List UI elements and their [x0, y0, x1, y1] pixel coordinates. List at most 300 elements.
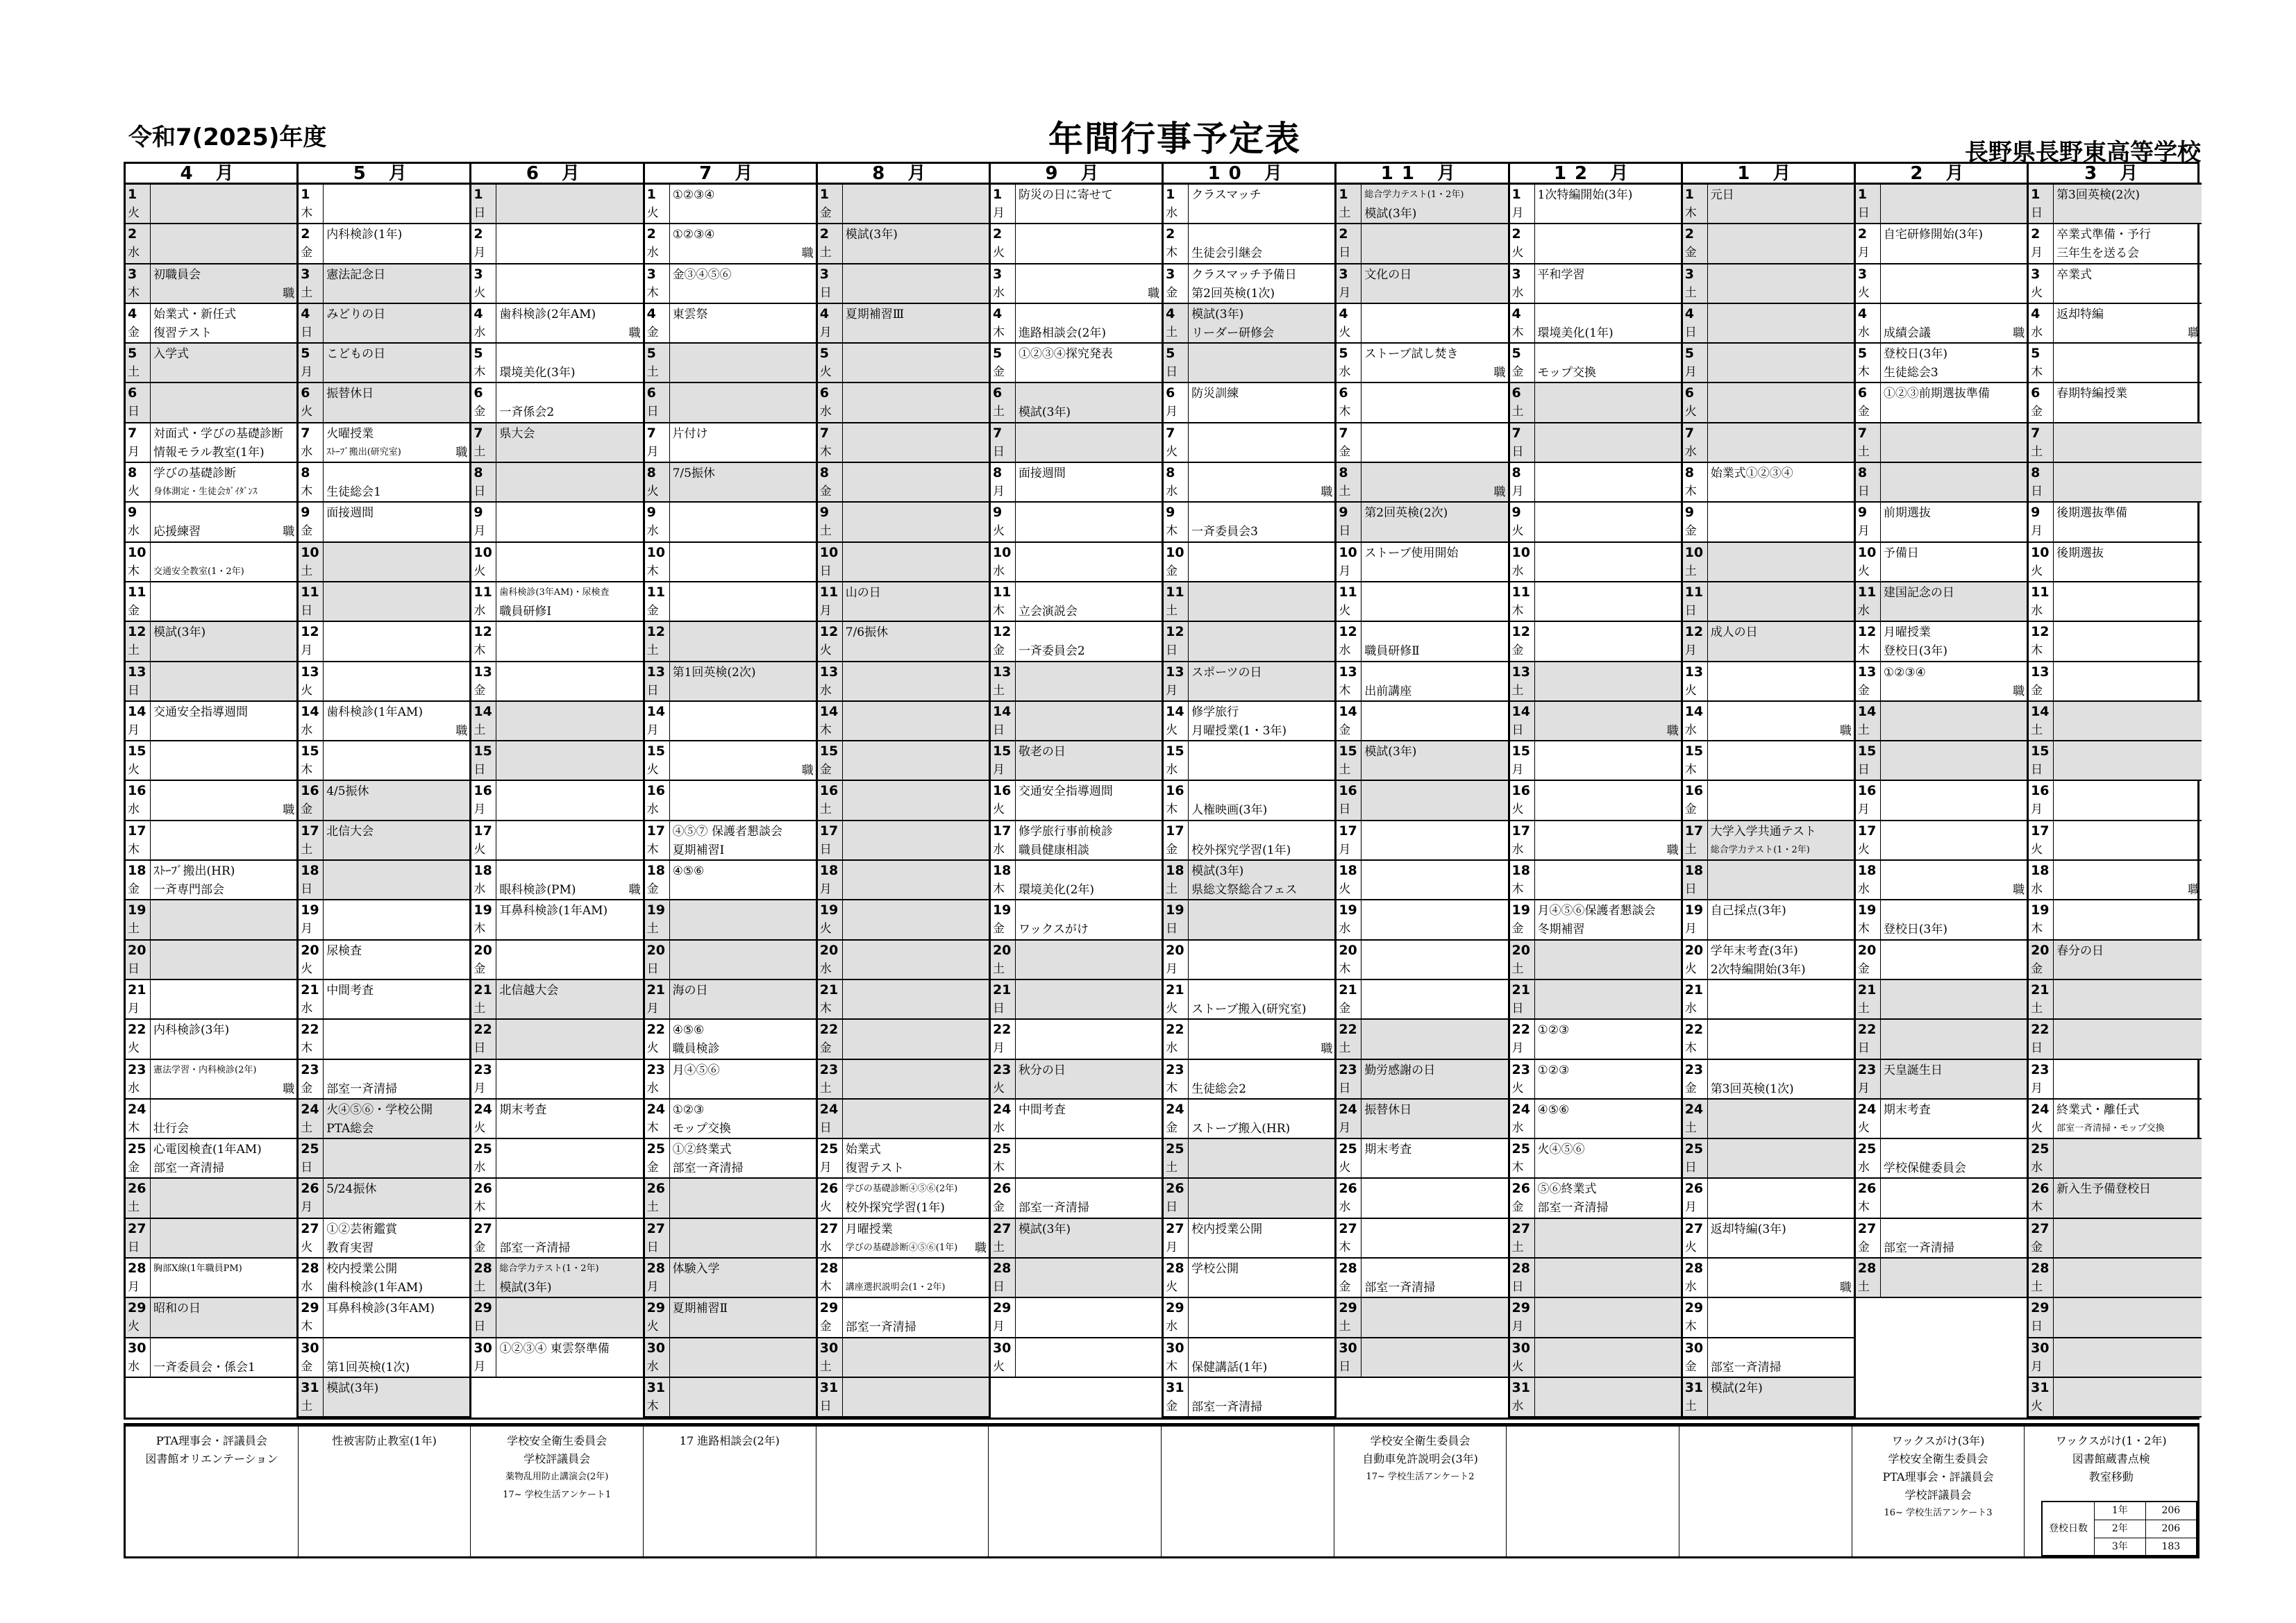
day-events [496, 264, 642, 303]
weekday: 木 [1166, 802, 1178, 817]
day-label [2029, 900, 2054, 939]
day-cell [818, 622, 989, 662]
day-events [1189, 582, 1334, 621]
day-cell [126, 383, 296, 423]
day-number: 19 [1166, 902, 1184, 918]
day-number: 29 [2031, 1300, 2050, 1316]
day-number: 17 [474, 823, 492, 839]
day-number: 17 [1339, 823, 1357, 839]
weekday: 火 [1511, 524, 1524, 539]
day-events [151, 543, 296, 581]
day-label [471, 1338, 496, 1377]
event-bottom: 出前講座 [1364, 684, 1412, 698]
day-label [645, 900, 670, 939]
day-number: 9 [2031, 505, 2041, 521]
day-number: 14 [646, 703, 666, 719]
weekday: 土 [301, 1120, 313, 1135]
event-bottom: 生徒総会2 [1191, 1082, 1246, 1096]
day-label [126, 821, 151, 859]
day-cell [1336, 781, 1507, 821]
weekday: 木 [1684, 1320, 1697, 1334]
day-events [1881, 344, 2027, 382]
event-top: ①②③④ [672, 188, 715, 202]
day-cell [1510, 224, 1681, 264]
day-label [1510, 224, 1535, 262]
day-label [991, 861, 1016, 899]
day-label [471, 861, 496, 899]
day-label [2029, 463, 2054, 501]
weekday: 月 [1511, 206, 1524, 220]
weekday: 土 [474, 444, 486, 459]
day-events [1016, 224, 1162, 262]
month-header: 12 月 [1510, 164, 1681, 185]
day-cell [818, 423, 989, 463]
school-days-row [2095, 1502, 2196, 1520]
weekday: 月 [992, 485, 1005, 499]
day-label [126, 224, 151, 262]
event-bottom: 職員検診 [672, 1042, 720, 1057]
weekday: 金 [301, 1081, 313, 1095]
day-events [151, 781, 296, 819]
day-number: 12 [474, 624, 492, 640]
day-label [1336, 622, 1361, 660]
day-number: 14 [301, 703, 319, 719]
day-number: 4 [819, 305, 829, 321]
day-cell [1510, 861, 1681, 900]
day-events [1016, 1338, 1162, 1377]
day-events [1708, 821, 1854, 859]
day-cell [1683, 1020, 1854, 1059]
weekday: 木 [128, 564, 140, 578]
day-cell [1856, 622, 2027, 662]
event-top: スポーツの日 [1191, 665, 1262, 680]
day-label [2029, 1338, 2054, 1377]
event-bottom: 一斉委員会・係会1 [153, 1360, 255, 1374]
day-cell [991, 941, 1162, 980]
day-cell [991, 264, 1162, 304]
day-cell [1510, 1338, 1681, 1378]
day-label [126, 264, 151, 303]
day-number: 18 [992, 863, 1012, 879]
day-label [1856, 185, 1881, 223]
weekday: 日 [1857, 206, 1870, 220]
day-number: 16 [1511, 783, 1530, 799]
event-top: 後期選抜準備 [2056, 506, 2128, 521]
day-label [1683, 463, 1708, 501]
month-note-column [471, 1427, 644, 1556]
day-label [818, 1179, 843, 1217]
days: 206 [2145, 1520, 2197, 1538]
event-top: ｽﾄｰﾌﾞ搬出(HR) [153, 864, 235, 879]
day-events [2054, 662, 2202, 700]
weekday: 土 [1511, 405, 1524, 419]
weekday: 木 [1166, 246, 1178, 260]
day-number: 4 [646, 305, 656, 321]
staff-mark: 職 [455, 445, 468, 460]
day-label [1856, 1259, 1881, 1297]
weekday: 水 [992, 1120, 1005, 1135]
day-number: 22 [301, 1022, 319, 1038]
day-number: 25 [819, 1141, 839, 1157]
weekday: 水 [1511, 1120, 1524, 1135]
day-label [2029, 941, 2054, 979]
event-bottom: 環境美化(2年) [1018, 883, 1095, 898]
event-top: クラスマッチ [1191, 188, 1262, 202]
day-number: 14 [474, 703, 492, 719]
day-label [1683, 900, 1708, 939]
day-events [2054, 781, 2202, 819]
day-events [1016, 980, 1162, 1018]
event-bottom: 生徒総会3 [1883, 366, 1938, 380]
weekday: 水 [2031, 325, 2043, 339]
day-label [471, 1298, 496, 1336]
day-cell [1336, 741, 1507, 781]
day-number: 6 [474, 385, 483, 401]
weekday: 土 [1339, 485, 1351, 499]
day-number: 8 [474, 465, 483, 481]
day-cell [1510, 1179, 1681, 1218]
day-number: 22 [1511, 1022, 1530, 1038]
day-label [1856, 702, 1881, 740]
day-number: 3 [474, 266, 483, 282]
day-label [299, 781, 324, 819]
day-label [645, 344, 670, 382]
day-label [991, 821, 1016, 859]
day-events [1881, 702, 2027, 740]
day-label [991, 662, 1016, 700]
day-events [843, 1139, 989, 1177]
day-number: 21 [1857, 982, 1877, 998]
day-number: 27 [1684, 1220, 1704, 1236]
day-number: 28 [1684, 1261, 1704, 1277]
day-number: 12 [1511, 624, 1530, 640]
day-events [1708, 1100, 1854, 1138]
weekday: 水 [1166, 1041, 1178, 1056]
staff-mark: 職 [2013, 326, 2025, 340]
weekday: 月 [1857, 1081, 1870, 1095]
day-cell [2029, 781, 2202, 821]
weekday: 木 [301, 206, 313, 220]
day-cell [126, 1219, 296, 1259]
event-top: 面接週間 [326, 506, 374, 521]
day-label [1336, 423, 1361, 462]
weekday: 木 [128, 1120, 140, 1135]
weekday: 日 [1511, 723, 1524, 737]
event-bottom: 教育実習 [326, 1241, 374, 1255]
event-bottom: 立会演説会 [1018, 604, 1078, 619]
day-number: 17 [992, 823, 1012, 839]
day-events [1881, 463, 2027, 501]
day-number: 28 [1339, 1261, 1357, 1277]
day-number: 11 [1684, 584, 1704, 600]
day-label [1164, 662, 1189, 700]
day-number: 10 [301, 544, 319, 560]
day-events [2054, 741, 2202, 780]
event-top: 成人の日 [1710, 625, 1758, 640]
day-label [2029, 741, 2054, 780]
day-cell [126, 224, 296, 264]
day-number: 22 [646, 1022, 666, 1038]
weekday: 日 [1339, 1081, 1351, 1095]
day-label [818, 1219, 843, 1257]
day-label [1856, 941, 1881, 979]
weekday: 火 [301, 961, 313, 976]
day-number: 21 [474, 982, 492, 998]
weekday: 月 [1166, 1240, 1178, 1254]
weekday: 土 [646, 365, 659, 380]
day-label [1164, 224, 1189, 262]
day-label [991, 383, 1016, 421]
day-events [1881, 662, 2027, 700]
empty-day [471, 1378, 642, 1418]
day-events [2054, 383, 2202, 421]
weekday: 金 [474, 683, 486, 698]
day-events [324, 582, 469, 621]
day-events [1016, 1020, 1162, 1058]
day-cell [299, 304, 469, 344]
day-number: 28 [474, 1261, 492, 1277]
day-cell [991, 861, 1162, 900]
day-events [1361, 1060, 1507, 1098]
day-number: 2 [1511, 226, 1521, 242]
day-number: 3 [1511, 266, 1521, 282]
day-cell [1164, 423, 1334, 463]
weekday: 木 [1511, 603, 1524, 618]
day-label [1856, 423, 1881, 462]
day-events [324, 1020, 469, 1058]
empty-day [1856, 1338, 2027, 1378]
day-events [670, 741, 816, 780]
day-number: 28 [819, 1261, 839, 1277]
day-number: 11 [301, 584, 319, 600]
weekday: 水 [1511, 842, 1524, 857]
day-cell [1164, 900, 1334, 940]
day-cell [471, 224, 642, 264]
day-label [818, 1060, 843, 1098]
day-number: 2 [1339, 226, 1348, 242]
weekday: 月 [1511, 1041, 1524, 1056]
day-events [1708, 503, 1854, 541]
day-cell [1856, 264, 2027, 304]
day-label [1164, 582, 1189, 621]
weekday: 木 [301, 1320, 313, 1334]
day-cell [645, 821, 816, 861]
day-number: 15 [1166, 743, 1184, 759]
day-number: 16 [128, 783, 146, 799]
day-label [1683, 702, 1708, 740]
day-cell [991, 1179, 1162, 1218]
day-number: 16 [1166, 783, 1184, 799]
day-label [818, 383, 843, 421]
day-events [1189, 1259, 1334, 1297]
month-note-column [816, 1427, 989, 1556]
weekday: 金 [819, 1041, 832, 1056]
day-cell [1856, 980, 2027, 1020]
day-number: 26 [301, 1181, 319, 1197]
month-note: 16~ 学校生活アンケート3 [1884, 1508, 1993, 1518]
day-cell [818, 264, 989, 304]
day-events [1361, 1219, 1507, 1257]
event-top: 模試(3年) [1191, 307, 1244, 321]
day-events [1361, 861, 1507, 899]
day-events [151, 1338, 296, 1377]
month-note: 17 進路相談会(2年) [679, 1434, 780, 1447]
staff-mark: 職 [283, 286, 295, 301]
day-label [645, 821, 670, 859]
day-number: 31 [1166, 1379, 1184, 1395]
day-cell [1510, 980, 1681, 1020]
day-cell [645, 1020, 816, 1059]
day-events [151, 821, 296, 859]
event-top: 学年末考査(3年) [1710, 943, 1798, 958]
day-label [1856, 582, 1881, 621]
day-events [1189, 503, 1334, 541]
day-number: 5 [1166, 346, 1175, 362]
day-label [2029, 980, 2054, 1018]
day-label [299, 383, 324, 421]
weekday: 木 [2031, 365, 2043, 380]
day-events [670, 423, 816, 462]
weekday: 日 [992, 723, 1005, 737]
day-number: 25 [646, 1141, 666, 1157]
day-cell [2029, 1139, 2202, 1179]
day-number: 12 [1166, 624, 1184, 640]
day-cell [1856, 423, 2027, 463]
day-label [1856, 741, 1881, 780]
event-bottom: 模試(3年) [1364, 207, 1417, 221]
day-label [471, 622, 496, 660]
day-events [496, 900, 642, 939]
staff-mark: 職 [2188, 883, 2200, 898]
day-number: 3 [128, 266, 137, 282]
staff-mark: 職 [1493, 366, 1506, 380]
weekday: 火 [474, 564, 486, 578]
event-top: 期末考査 [1364, 1143, 1412, 1157]
weekday: 土 [1166, 1161, 1178, 1175]
day-number: 11 [1339, 584, 1357, 600]
weekday: 水 [128, 1359, 140, 1374]
day-number: 13 [1166, 664, 1184, 680]
weekday: 日 [1166, 644, 1178, 658]
event-top: 登校日(3年) [1883, 347, 1947, 362]
day-number: 26 [1511, 1181, 1530, 1197]
day-cell [299, 423, 469, 463]
day-number: 9 [128, 505, 137, 521]
weekday: 日 [1684, 882, 1697, 897]
event-bottom: 夏期補習Ⅰ [672, 843, 725, 857]
day-events [496, 1259, 642, 1297]
day-number: 27 [301, 1220, 319, 1236]
day-cell [471, 582, 642, 622]
weekday: 土 [1857, 1280, 1870, 1295]
day-label [1164, 980, 1189, 1018]
day-label [1164, 1219, 1189, 1257]
day-number: 10 [1166, 544, 1184, 560]
weekday: 木 [474, 922, 486, 936]
event-top: 大学入学共通テスト [1710, 824, 1817, 839]
day-number: 15 [474, 743, 492, 759]
day-number: 19 [1339, 902, 1357, 918]
weekday: 土 [474, 1001, 486, 1016]
day-events [670, 900, 816, 939]
day-label [1336, 264, 1361, 303]
day-events [1708, 304, 1854, 342]
day-cell [1856, 1179, 2027, 1218]
day-cell [1683, 781, 1854, 821]
event-bottom: 学びの基礎診断④⑤⑥(1年) [845, 1242, 958, 1253]
event-top: 体験入学 [672, 1262, 720, 1277]
weekday: 月 [1339, 842, 1351, 857]
day-cell [1336, 1298, 1507, 1338]
day-label [299, 1060, 324, 1098]
day-label [1683, 423, 1708, 462]
weekday: 土 [992, 961, 1005, 976]
day-label [299, 1378, 324, 1416]
day-cell [299, 702, 469, 741]
weekday: 日 [2031, 1041, 2043, 1056]
day-events [670, 264, 816, 303]
weekday: 月 [474, 246, 486, 260]
day-number: 19 [1857, 902, 1877, 918]
day-events [1535, 702, 1681, 740]
weekday: 火 [1857, 842, 1870, 857]
day-label [645, 582, 670, 621]
weekday: 日 [1339, 524, 1351, 539]
day-events [1708, 900, 1854, 939]
staff-mark: 職 [1666, 723, 1679, 738]
day-cell [991, 503, 1162, 542]
weekday: 金 [1857, 1240, 1870, 1254]
event-top: 東雲祭 [672, 307, 708, 321]
day-events [1016, 1100, 1162, 1138]
day-label [299, 861, 324, 899]
day-cell [126, 1179, 296, 1218]
day-events [1535, 383, 1681, 421]
day-cell [1856, 702, 2027, 741]
event-bottom: 職員研修Ⅰ [499, 604, 552, 619]
day-number: 2 [2031, 226, 2041, 242]
day-label [1336, 463, 1361, 501]
event-bottom: 月曜授業(1・3年) [1191, 723, 1287, 738]
day-number: 25 [1684, 1141, 1704, 1157]
day-label [645, 1338, 670, 1377]
day-label [1164, 622, 1189, 660]
day-events [1016, 383, 1162, 421]
event-bottom: 壮行会 [153, 1121, 189, 1136]
event-top: 月④⑤⑥保護者懇談会 [1537, 904, 1656, 918]
day-events [496, 1139, 642, 1177]
weekday: 月 [819, 325, 832, 339]
weekday: 日 [301, 325, 313, 339]
weekday: 金 [2031, 683, 2043, 698]
day-label [1856, 1060, 1881, 1098]
event-bottom: 一斉委員会2 [1018, 644, 1085, 659]
day-label [1336, 980, 1361, 1018]
day-events [1189, 941, 1334, 979]
weekday: 水 [1166, 1320, 1178, 1334]
event-top: 第2回英検(2次) [1364, 506, 1448, 521]
day-number: 20 [992, 942, 1012, 958]
day-number: 14 [1684, 703, 1704, 719]
weekday: 火 [1166, 1280, 1178, 1295]
weekday: 金 [1339, 444, 1351, 459]
day-number: 6 [1857, 385, 1868, 401]
weekday: 水 [1339, 922, 1351, 936]
day-label [299, 1338, 324, 1377]
day-number: 1 [128, 187, 137, 202]
day-label [1164, 185, 1189, 223]
day-number: 7 [2031, 425, 2041, 441]
